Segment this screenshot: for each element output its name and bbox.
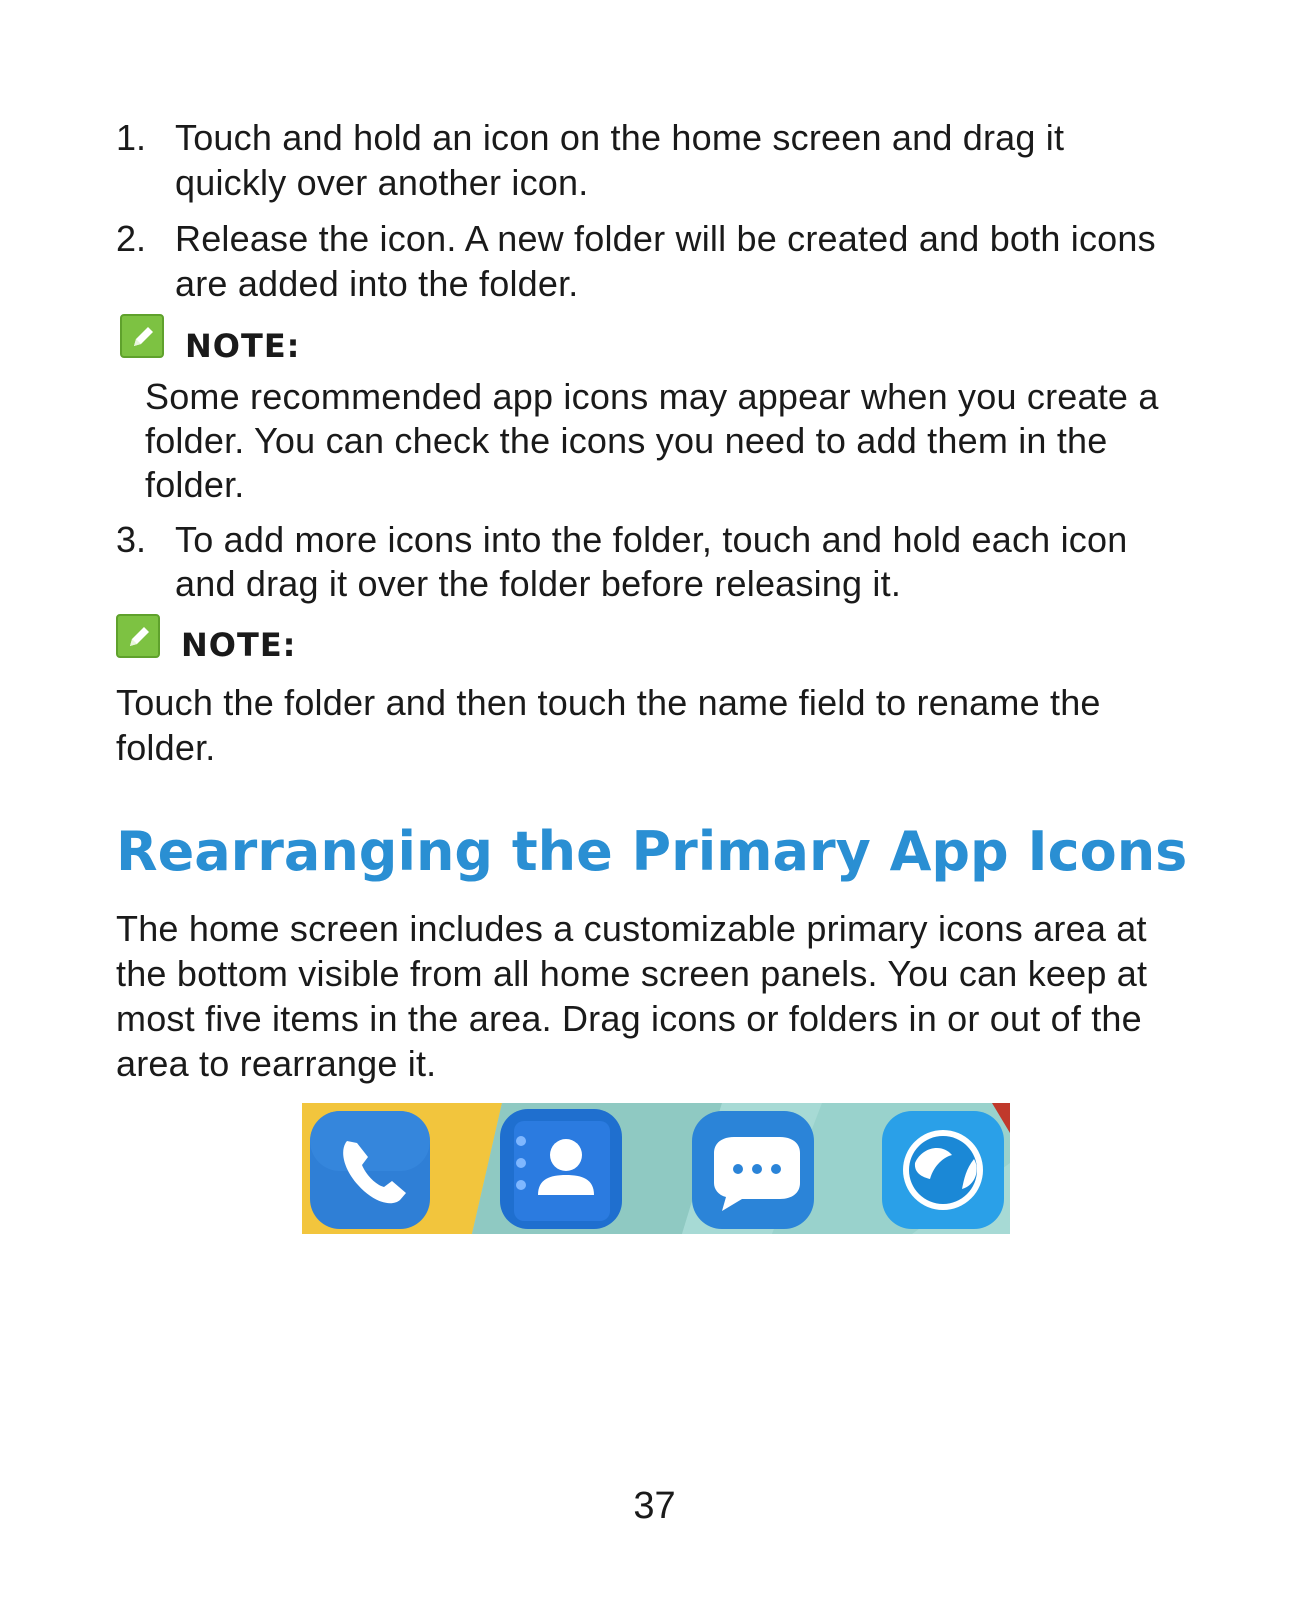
step-text-line: quickly over another icon.: [175, 162, 589, 203]
phone-icon[interactable]: [310, 1111, 430, 1229]
pencil-glyph: [124, 622, 154, 652]
contacts-icon[interactable]: [500, 1109, 622, 1229]
note-text-line: Touch the folder and then touch the name field to rename the: [116, 682, 1101, 723]
section-heading: Rearranging the Primary App Icons: [116, 820, 1188, 883]
pencil-glyph: [128, 322, 158, 352]
note-label: NOTE:: [181, 626, 297, 664]
note-label: NOTE:: [185, 327, 301, 365]
note-text-line: folder.: [116, 727, 216, 768]
step-text-line: Touch and hold an icon on the home screen and drag it: [175, 117, 1065, 158]
note-text-line: Some recommended app icons may appear when you create a: [145, 376, 1159, 417]
step-number: 2.: [116, 218, 147, 259]
step-text-line: are added into the folder.: [175, 263, 579, 304]
paragraph-line: area to rearrange it.: [116, 1043, 437, 1084]
pencil-icon: [120, 314, 164, 358]
paragraph-line: The home screen includes a customizable primary icons area at: [116, 908, 1147, 949]
page-number: 37: [633, 1485, 676, 1527]
browser-icon[interactable]: [882, 1111, 1004, 1229]
note-text-line: folder.: [145, 464, 245, 505]
note-text-line: folder. You can check the icons you need to add them in the: [145, 420, 1108, 461]
pencil-icon: [116, 614, 160, 658]
messages-icon[interactable]: [692, 1111, 814, 1229]
paragraph-line: most five items in the area. Drag icons or folders in or out of the: [116, 998, 1142, 1039]
step-text-line: Release the icon. A new folder will be created and both icons: [175, 218, 1156, 259]
step-text-line: and drag it over the folder before releasing it.: [175, 563, 902, 604]
step-number: 3.: [116, 519, 147, 560]
primary-icons-area-image: [302, 1103, 1010, 1234]
paragraph-line: the bottom visible from all home screen panels. You can keep at: [116, 953, 1148, 994]
step-number: 1.: [116, 117, 147, 158]
step-text-line: To add more icons into the folder, touch and hold each icon: [175, 519, 1128, 560]
dock-illustration: [302, 1103, 1010, 1234]
